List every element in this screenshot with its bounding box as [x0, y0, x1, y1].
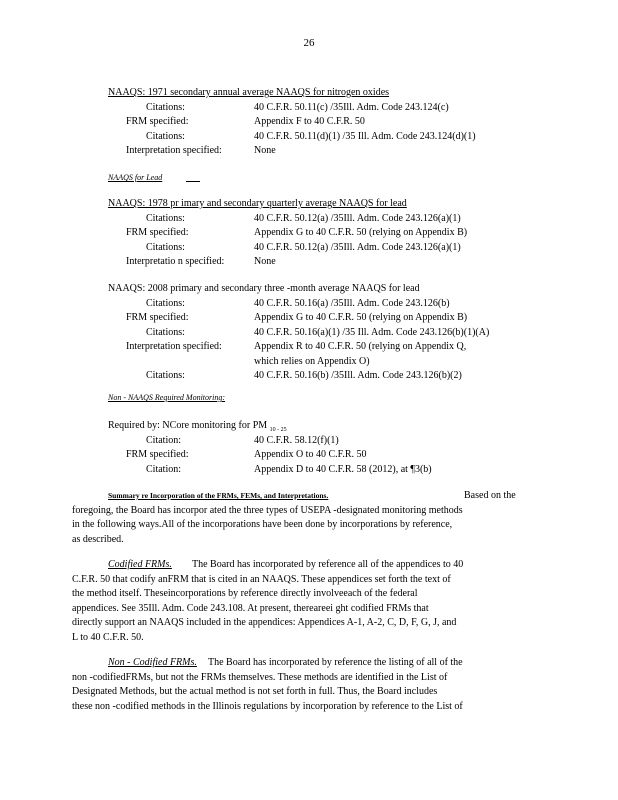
summary-paragraph: Summary re Incorporation of the FRMs, FEMs, and Interpretations. Based on the foregoing, the Board has incorpor ated the three types of USEPA -designated monitoring methods in the following ways.All of the incorporations have been done by incorporations by reference, as described. — [72, 490, 516, 545]
citation-row: Citations: 40 C.F.R. 50.12(a) /35Ill. Adm. Code 243.126(a)(1) — [146, 212, 461, 224]
noncodified-paragraph: Non - Codified FRMs. The Board has incorporated by reference the listing of all of the non -codifiedFRMs, but not the FRMs themselves. These methods are identified in the List of Designated Methods, but the actual method is not set forth in full. Thus, the Board includes these non -codified methods in the Illinois regulations by incorporation by reference to the List of — [72, 657, 463, 712]
citation-row: Citations: 40 C.F.R. 50.12(a) /35Ill. Adm. Code 243.126(a)(1) — [146, 241, 461, 253]
section-heading-non-naaqs: Non - NAAQS Required Monitoring: — [108, 393, 226, 402]
naaqs-lead-2008-block — [108, 282, 538, 384]
required-by-line: Required by: NCore monitoring for PM $_{10 - 25}$ — [108, 420, 287, 433]
interpretation-row-cont: which relies on Appendix O) — [254, 355, 370, 367]
citation-row: Citations: 40 C.F.R. 50.16(a) /35Ill. Adm. Code 243.126(b) — [146, 297, 450, 309]
naaqs-lead-1978-block — [108, 197, 538, 270]
citation-row: Citations: 40 C.F.R. 50.11(c) /35Ill. Adm. Code 243.124(c) — [146, 101, 449, 113]
frm-row: FRM specified: Appendix F to 40 C.F.R. 50 — [126, 116, 365, 127]
interpretation-row: Interpretation specified: None — [126, 145, 276, 156]
citation-row: Citation: Appendix D to 40 C.F.R. 58 (2012), at ¶3(b) — [146, 463, 432, 475]
frm-row: FRM specified: Appendix O to 40 C.F.R. 50 — [126, 449, 367, 460]
naaqs-lead-1978-title: NAAQS: 1978 pr imary and secondary quarterly average NAAQS for lead — [108, 198, 407, 209]
codified-paragraph: Codified FRMs. The Board has incorporated by reference all of the appendices to 40 C.F.R. 50 that codify anFRM that is cited in an NAAQS. These appendices set forth the text of the method itself. Theseincorporations by reference directly involveeach of the federal appendices. See 35Ill. Adm. Code 243.108. At present, thereareei ght codified FRMs that directly support an NAAQS included in the appendices: Appendices A-1, A-2, C, D, F, G, J, and L to 40 C.F.R. 50. — [72, 559, 464, 643]
naaqs-no2-block — [108, 86, 538, 159]
frm-row: FRM specified: Appendix G to 40 C.F.R. 50 (relying on Appendix B) — [126, 227, 468, 238]
naaqs-no2-title: NAAQS: 1971 secondary annual average NAAQS for nitrogen oxides — [108, 87, 390, 98]
naaqs-lead-2008-title: NAAQS: 2008 primary and secondary three -month average NAAQS for lead — [108, 283, 420, 294]
codified-heading: Codified FRMs. — [108, 559, 172, 570]
section-heading-lead: NAAQS for Lead — [108, 171, 538, 186]
page-number: 26 — [303, 37, 315, 49]
interpretation-row: Interpretation specified: Appendix R to 40 C.F.R. 50 (relying on Appendix Q, — [126, 341, 467, 352]
interpretation-row: Interpretatio n specified: None — [126, 256, 276, 267]
citation-row: Citation: 40 C.F.R. 58.12(f)(1) — [146, 434, 339, 446]
non-naaqs-block — [108, 419, 538, 477]
citation-row: Citations: 40 C.F.R. 50.11(d)(1) /35 Ill. Adm. Code 243.124(d)(1) — [146, 130, 476, 142]
frm-row: FRM specified: Appendix G to 40 C.F.R. 50 (relying on Appendix B) — [126, 312, 468, 323]
summary-heading: Summary re Incorporation of the FRMs, FEMs, and Interpretations. — [108, 491, 329, 500]
citation-row: Citations: 40 C.F.R. 50.16(b) /35Ill. Adm. Code 243.126(b)(2) — [146, 370, 462, 381]
noncodified-heading: Non - Codified FRMs. — [108, 657, 197, 668]
citation-row: Citations: 40 C.F.R. 50.16(a)(1) /35 Ill. Adm. Code 243.126(b)(1)(A) — [146, 326, 490, 338]
